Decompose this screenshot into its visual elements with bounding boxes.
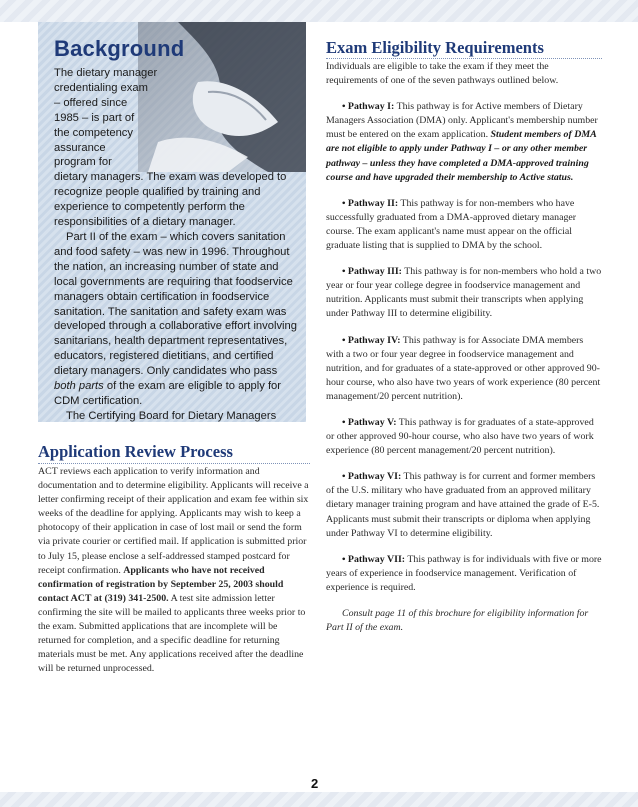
pathway-label: • Pathway VII: bbox=[342, 553, 406, 565]
background-narrow-line: The dietary manager bbox=[54, 67, 158, 79]
background-body bbox=[54, 66, 302, 422]
eligibility-intro: Individuals are eligible to take the exam if they meet the requirements of one of the seven pathways outlined below. bbox=[326, 61, 559, 87]
pathway-label: • Pathway IV: bbox=[342, 334, 401, 346]
background-narrow-line: 1985 – is part of bbox=[54, 111, 135, 124]
pathway-label: • Pathway II: bbox=[342, 197, 399, 209]
pathway-item bbox=[326, 265, 602, 321]
decorative-top-band bbox=[0, 0, 638, 22]
pathway-item bbox=[326, 470, 602, 540]
pathway-text: This pathway is for non-members who have successfully graduated from a DMA-approved dietary manager course. The exam applicant's name must appear on the official graduate listing that is supplied to DMA by the school. bbox=[326, 197, 577, 252]
background-narrow-line: – offered since bbox=[54, 96, 128, 109]
background-sidebar-box bbox=[38, 22, 306, 422]
background-para-3: The Certifying Board for Dietary Managers bbox=[66, 409, 277, 422]
background-narrow-line: credentialing exam bbox=[54, 81, 148, 94]
pathway-item bbox=[326, 197, 602, 253]
pathway-list bbox=[326, 100, 602, 595]
pathway-item bbox=[326, 416, 602, 458]
pathway-label: • Pathway III: bbox=[342, 266, 402, 278]
pathway-label: • Pathway VI: bbox=[342, 471, 402, 483]
background-narrow-line: assurance bbox=[54, 141, 106, 154]
background-narrow-line: program for bbox=[54, 156, 112, 169]
pathway-item bbox=[326, 553, 602, 595]
background-para-1 bbox=[54, 66, 302, 230]
eligibility-note: Consult page 11 of this brochure for eligibility information for Part II of the exam. bbox=[326, 608, 589, 634]
pathway-item bbox=[326, 100, 602, 185]
pathway-text: This pathway is for Associate DMA members with a two or four year degree in foodservice management and nutrition, and for graduates of a state-approved or other approved 90-hour course, who also have two years of work experience (80 percent management/20 percent nutrition). bbox=[326, 334, 601, 402]
eligibility-heading: Exam Eligibility Requirements bbox=[326, 38, 544, 57]
pathway-label: • Pathway V: bbox=[342, 416, 397, 428]
pathway-text: This pathway is for Active members of Dietary Managers Association (DMA) only. Applicant's membership number must be entered on the exam application. bbox=[326, 101, 598, 141]
pathway-text: This pathway is for current and former members of the U.S. military who have graduated from an approved military dietary manager training program and have attained the grade of E-5. Applicants must submit their transcripts or diploma when applying under Pathway VI to determine eligibility. bbox=[326, 471, 600, 539]
pathway-item bbox=[326, 334, 602, 404]
pathway-label: • Pathway I: bbox=[342, 101, 395, 113]
application-review-body: ACT reviews each application to verify information and documentation and to determine eligibility. Applicants will receive a letter confirming receipt of their application and exam fee within six weeks of the deadline for applying. Applicants may wish to keep a photocopy of their application in case of lost mail or send the form via private courier or certified mail. If application is submitted prior to July 15, please enclose a self-addressed stamped postcard for receipt confirmation. Applicants who have not received confirmation of registration by September 25, 2003 should contact ACT at (319) 341-2500. A test site admission letter confirming the site will be mailed to applicants three weeks prior to the exam. Submitted applications that are incomplete will be returned for completion, and a specific deadline for returning materials must be met. Any applications received after the deadline will be returned unprocessed. bbox=[38, 466, 309, 675]
pathway-text: This pathway is for graduates of a state-approved or other approved 90-hour course, who also have two years of work experience (80 percent management/20 percent nutrition). bbox=[326, 416, 594, 457]
pathway-text: This pathway is for individuals with five or more years of experience in foodservice management. Verification of experience is required. bbox=[326, 553, 602, 593]
background-heading: Background bbox=[54, 36, 185, 61]
application-review-heading: Application Review Process bbox=[38, 442, 233, 461]
background-narrow-line: the competency bbox=[54, 126, 133, 139]
background-para-2: Part II of the exam – which covers sanitation and food safety – was new in 1996. Throughout the nation, an increasing number of state and local governments are requiring that foodservice managers obtain certification in foodservice sanitation. The sanitation and safety exam was developed through a collaborative effort involving sanitarians, health department representatives, educators, registered dietitians, and certified dietary managers. Only candidates who pass both parts of the exam are eligible to apply for CDM certification. bbox=[54, 230, 297, 407]
eligibility-body bbox=[326, 60, 602, 647]
background-para-1-rest: dietary managers. The exam was developed to recognize people qualified by training and experience to competently perform the responsibilities of a dietary manager. bbox=[54, 171, 287, 229]
page-number: 2 bbox=[311, 776, 319, 791]
decorative-bottom-band bbox=[0, 792, 638, 807]
pathway-emphasis: Student members of DMA are not eligible to apply under Pathway I – or any other member pathway – unless they have completed a DMA-approved training course and have upgraded their membership to Active status. bbox=[326, 129, 597, 183]
pathway-text: This pathway is for non-members who hold a two year or four year college degree in foodservice management and nutrition. Applicants must submit their transcripts when applying under Pathway III to determine eligibility. bbox=[326, 266, 602, 320]
